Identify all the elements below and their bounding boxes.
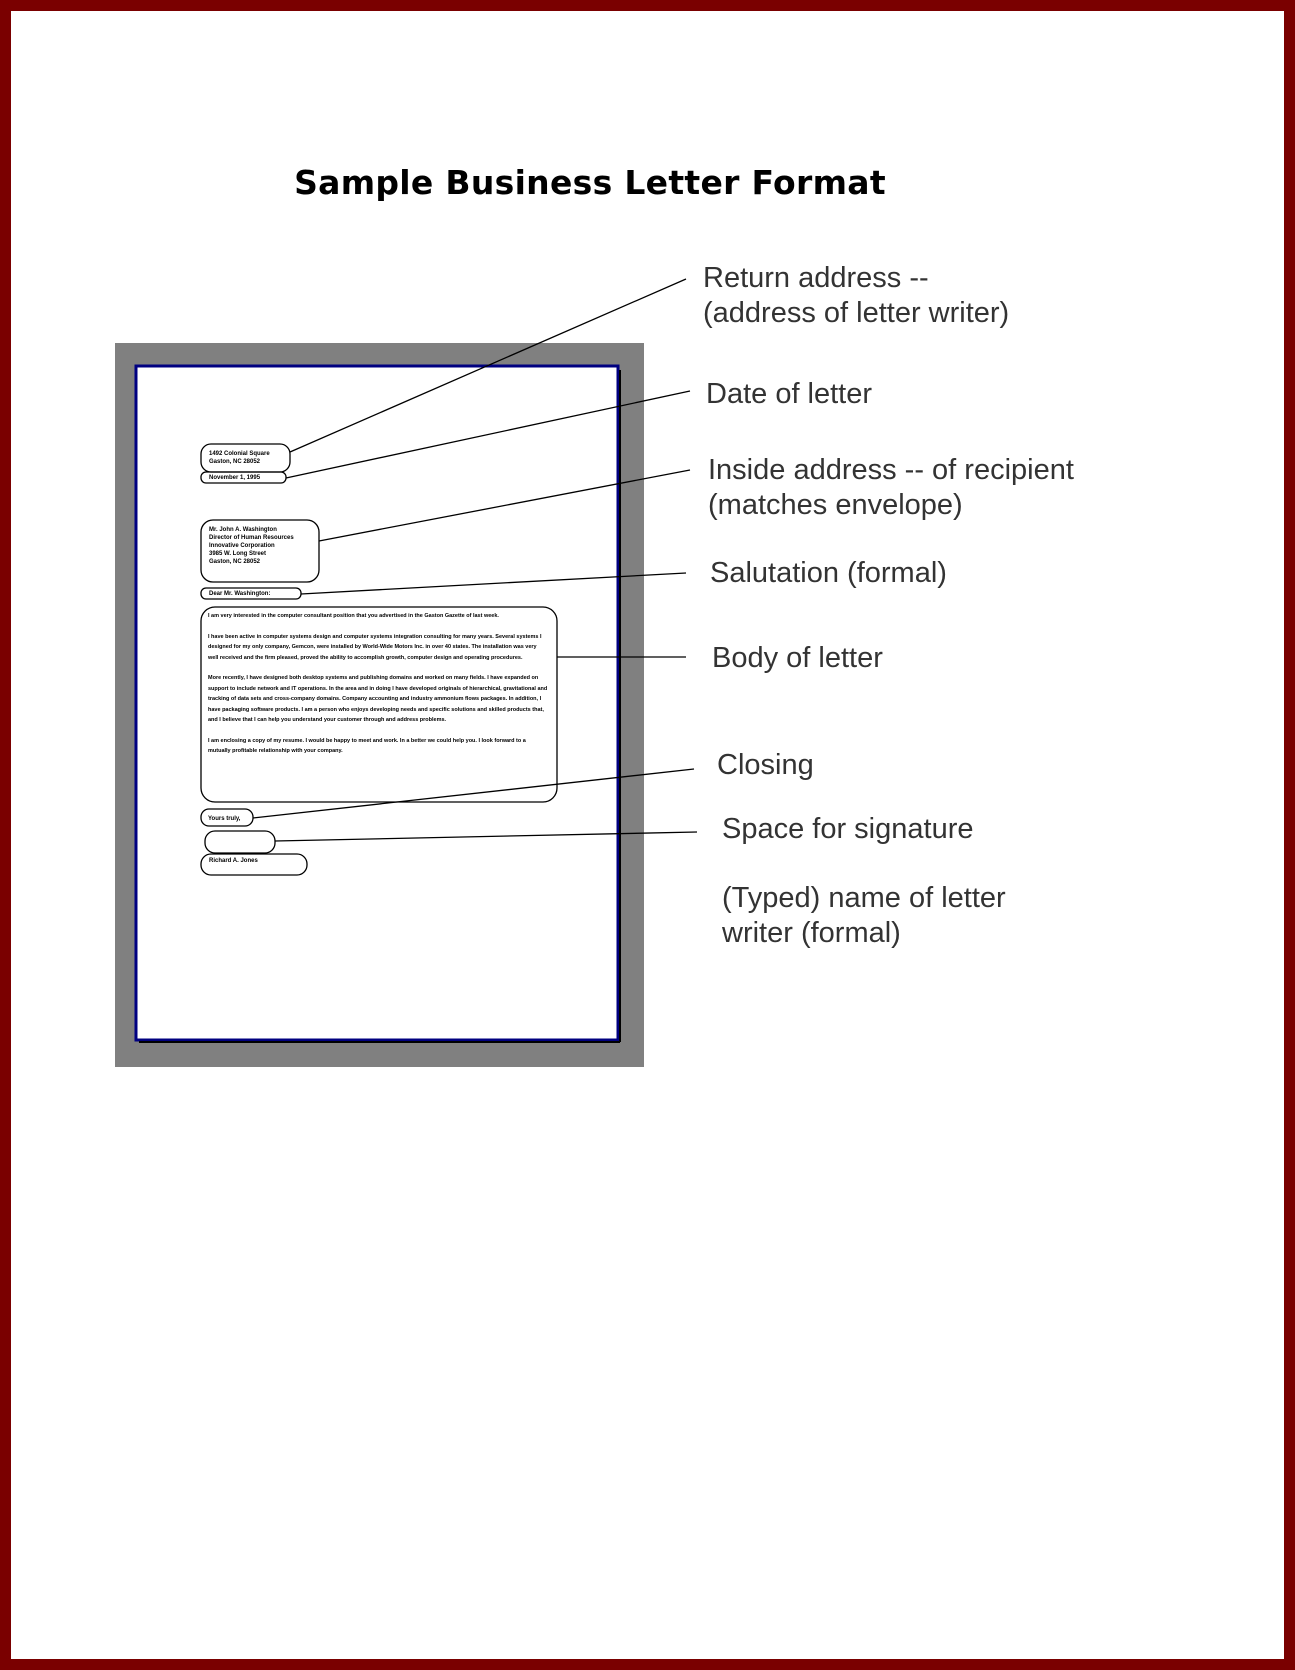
letter-body-paragraph: I have been active in computer systems design and computer systems integration consulting for many years. Several systems I designed for my only company, Gemcon, were installed by World-Wide Motors Inc. in over 40 states. The installation was very well received and the firm pleased, proved the ability to accomplish growth, computer design and operating procedures. bbox=[208, 633, 542, 661]
letter-inside-address-line: Director of Human Resources bbox=[209, 535, 294, 541]
label-date bbox=[706, 377, 872, 412]
letter-typed-name: Richard A. Jones bbox=[209, 858, 258, 864]
label-line: (matches envelope) bbox=[708, 489, 963, 521]
letter-closing: Yours truly, bbox=[208, 816, 241, 822]
label-line: (Typed) name of letter bbox=[722, 882, 1006, 914]
label-line: Return address -- bbox=[703, 262, 929, 294]
label-line: Body of letter bbox=[712, 642, 883, 674]
label-salutation bbox=[710, 556, 947, 591]
label-inside-address bbox=[708, 453, 1074, 523]
label-line: Date of letter bbox=[706, 378, 873, 410]
letter-return-address bbox=[209, 450, 289, 466]
letter-salutation: Dear Mr. Washington: bbox=[209, 591, 271, 597]
label-body bbox=[712, 641, 883, 676]
label-return-address bbox=[703, 261, 1009, 331]
letter-body-paragraph: More recently, I have designed both desktop systems and publishing domains and worked on many fields. I have expanded on support to include network and IT operations. In the area and in doing I have developed originals of hierarchical, gravitational and tracking of data sets and cross-company domains. Company accounting and industry ammonium flows packages. In addition, I have packaging software products. I am a person who enjoys developing needs and specific solutions and skilled products that, and I believe that I can help you understand your customer through and address problems. bbox=[208, 675, 548, 723]
label-closing bbox=[717, 748, 814, 783]
label-signature-space bbox=[722, 812, 973, 847]
letter-inside-address-line: Innovative Corporation bbox=[209, 543, 275, 549]
letter-inside-address-line: Gaston, NC 28052 bbox=[209, 559, 261, 565]
letter-date: November 1, 1995 bbox=[209, 475, 261, 481]
letter-body-paragraph: I am very interested in the computer consultant position that you advertised in the Gaston Gazette of last week. bbox=[208, 613, 499, 619]
letter-inside-address-line: 3985 W. Long Street bbox=[209, 551, 267, 557]
label-line: (address of letter writer) bbox=[703, 297, 1010, 329]
label-line: writer (formal) bbox=[722, 917, 901, 949]
label-line: Salutation (formal) bbox=[710, 557, 947, 589]
label-line: Inside address -- of recipient bbox=[708, 454, 1074, 486]
letter-inside-address bbox=[209, 526, 317, 566]
letter-return-address-line: 1492 Colonial Square bbox=[209, 451, 270, 457]
label-line: Closing bbox=[717, 749, 814, 781]
letter-body bbox=[208, 611, 548, 791]
letter-inside-address-line: Mr. John A. Washington bbox=[209, 527, 277, 533]
letter-return-address-line: Gaston, NC 28052 bbox=[209, 459, 261, 465]
label-typed-name bbox=[722, 881, 1006, 951]
letter-body-paragraph: I am enclosing a copy of my resume. I would be happy to meet and work. In a better we could help you. I look forward to a mutually profitable relationship with your company. bbox=[208, 737, 526, 754]
label-line: Space for signature bbox=[722, 813, 974, 845]
page-title: Sample Business Letter Format bbox=[294, 163, 886, 202]
